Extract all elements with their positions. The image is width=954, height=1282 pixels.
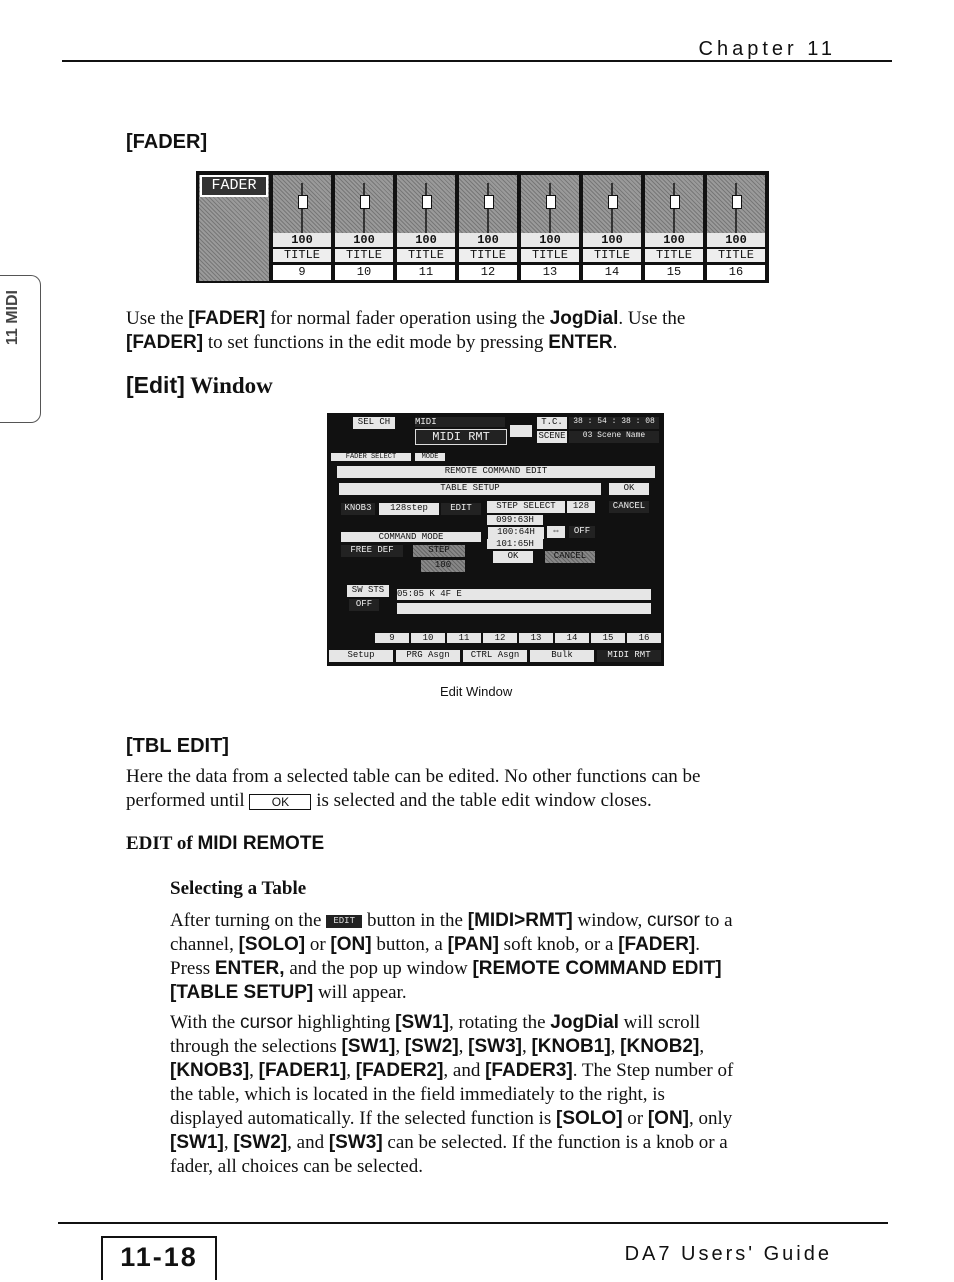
cancel-button-popup[interactable]: CANCEL [545,551,595,563]
on-value-field[interactable]: 100 [421,560,465,572]
fader-track [673,183,675,235]
fader-value: 100 [645,233,703,247]
tbl-edit-title: [TBL EDIT] [126,735,229,757]
edit-window-channel-number: 13 [519,633,553,643]
page-number: 11-18 [101,1236,217,1280]
fader-track [425,183,427,235]
edit-window-tab[interactable]: PRG Asgn [396,650,460,662]
fader-channel-number: 15 [645,265,703,280]
fader-knob-icon[interactable] [422,195,432,209]
remote-command-edit-title: REMOTE COMMAND EDIT [337,466,655,478]
fader-knob-icon[interactable] [608,195,618,209]
edit-window-tab[interactable]: Setup [329,650,393,662]
step-select-value[interactable]: 128 [567,501,595,513]
fader-track [301,183,303,235]
ok-button-popup[interactable]: OK [493,551,533,563]
edit-window-channel-number: 9 [375,633,409,643]
table-setup-title: TABLE SETUP [339,483,601,495]
scene-value: 03 Scene Name [569,431,659,443]
fader-channel-number: 13 [521,265,579,280]
mode-label: MODE [415,453,445,461]
fader-title: TITLE [335,249,393,262]
fader-title: TITLE [397,249,455,262]
fader-track [611,183,613,235]
step-value-1: 099:63H [487,515,543,525]
edit-window-tab[interactable]: Bulk [530,650,594,662]
function-knob3[interactable]: KNOB3 [341,503,375,515]
status-ticks [397,603,651,614]
edit-window-channel-number: 11 [447,633,481,643]
tbl-edit-description: Here the data from a selected table can be edited. No other functions can be performed until OK is selected and the table edit window closes. [126,766,701,811]
command-mode-label: COMMAND MODE [341,532,481,542]
footer-rule [58,1222,888,1224]
fader-channel-number: 10 [335,265,393,280]
selecting-table-para1: After turning on the EDIT button in the [MIDI>RMT] window, cursor to a channel, [SOLO] or [ON] button, a [PAN] soft knob, or a [FADER]. Press ENTER, and the pop up window [REMOTE COMMAND EDIT] [TABLE SETUP] will appear. [170,910,733,1003]
sw-sts-off[interactable]: OFF [349,599,379,611]
sw-sts-label: SW STS [347,585,389,597]
step-value-3: 101:65H [487,539,543,549]
fader-value: 100 [397,233,455,247]
step-mode-field[interactable]: STEP [413,545,465,557]
fader-section-title: [FADER] [126,131,208,153]
side-tab-label: 11 MIDI [4,290,21,346]
scene-label: SCENE [538,431,566,441]
fader-title: TITLE [707,249,765,262]
inline-ok-button: OK [249,794,311,810]
fader-knob-icon[interactable] [298,195,308,209]
fader-channel-number: 11 [397,265,455,280]
tc-label: T.C. [537,417,567,429]
edit-window-channel-number: 15 [591,633,625,643]
ok-button-top[interactable]: OK [609,483,649,495]
edit-window-tab[interactable]: CTRL Asgn [463,650,527,662]
fader-screen-label: FADER [200,175,268,197]
edit-field[interactable]: EDIT [441,503,481,515]
fader-value: 100 [459,233,517,247]
steps-field[interactable]: 128step [379,503,439,515]
fader-knob-icon[interactable] [546,195,556,209]
fader-track [549,183,551,235]
fader-channel-number: 14 [583,265,641,280]
header-rule [62,60,892,62]
edit-window-screen [327,413,664,666]
arrow-icon: ⇔ [547,526,565,538]
fader-channel-number: 16 [707,265,765,280]
edit-window-channel-number: 14 [555,633,589,643]
tc-value: 38 : 54 : 38 : 08 [569,417,659,429]
step-off-field[interactable]: OFF [569,526,595,538]
fader-knob-icon[interactable] [360,195,370,209]
fader-value: 100 [583,233,641,247]
fader-knob-icon[interactable] [670,195,680,209]
edit-window-channel-number: 10 [411,633,445,643]
fader-track [487,183,489,235]
fader-channel-number: 12 [459,265,517,280]
step-select-label: STEP SELECT [487,501,565,513]
inline-edit-button: EDIT [326,915,362,928]
selecting-table-subtitle: Selecting a Table [170,878,307,899]
edit-window-channel-number: 12 [483,633,517,643]
edit-window-heading: [Edit] Window [126,372,273,398]
fader-value: 100 [273,233,331,247]
chapter-header: Chapter 11 [698,38,836,60]
edit-window-caption: Edit Window [440,684,513,699]
fader-title: TITLE [645,249,703,262]
fader-knob-icon[interactable] [484,195,494,209]
midi-rmt-label: MIDI RMT [415,429,507,445]
edit-window-channel-number: 16 [627,633,661,643]
fader-description: Use the [FADER] for normal fader operation using the JogDial. Use the [FADER] to set functions in the edit mode by pressing ENTER. [126,308,686,353]
edit-midi-remote-title: EDIT of MIDI REMOTE [126,833,325,854]
fader-select-label: FADER SELECT [331,453,411,461]
fader-title: TITLE [273,249,331,262]
fader-knob-icon[interactable] [732,195,742,209]
fader-value: 100 [521,233,579,247]
fader-value: 100 [335,233,393,247]
edit-window-tab[interactable]: MIDI RMT [597,650,661,662]
sel-ch-label: SEL CH [353,417,395,429]
selecting-table-para2: With the cursor highlighting [SW1], rotating the JogDial will scroll through the selections [SW1], [SW2], [SW3], [KNOB1], [KNOB2], [KNOB3], [FADER1], [FADER2], and [FADER3]. The Step number of the table, which is located in the field immediately to the right, is displayed automatically. If the selected function is [SOLO] or [ON], only [SW1], [SW2], and [SW3] can be selected. If the function is a knob or a fader, all choices can be selected. [170,1012,734,1177]
small-indicator [510,425,532,437]
cancel-button-top[interactable]: CANCEL [609,501,649,513]
fader-title: TITLE [521,249,579,262]
midi-small-label: MIDI [415,417,505,427]
footer-guide-title: DA7 Users' Guide [624,1243,832,1265]
fader-title: TITLE [459,249,517,262]
fader-track [735,183,737,235]
fader-track [363,183,365,235]
step-value-2[interactable]: 100:64H [487,526,545,540]
fader-value: 100 [707,233,765,247]
status-line: 05:05 K 4F E [397,589,651,600]
fader-screen [196,171,769,283]
fader-channel-number: 9 [273,265,331,280]
fader-title: TITLE [583,249,641,262]
free-def-field[interactable]: FREE DEF [341,545,403,557]
